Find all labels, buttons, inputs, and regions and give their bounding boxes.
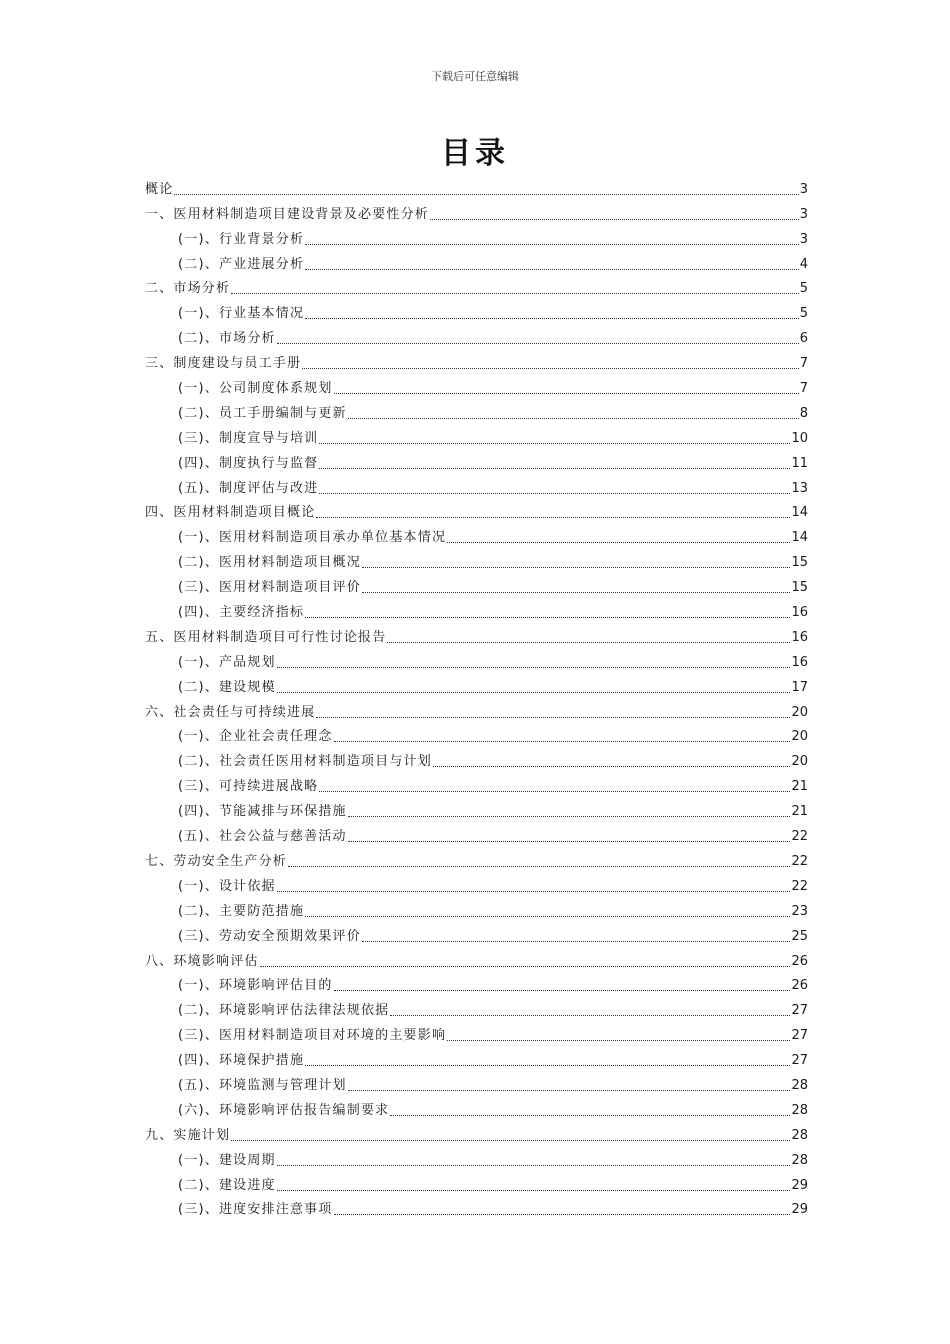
- toc-leader-dots: [334, 740, 791, 742]
- toc-entry-label: 五、医用材料制造项目可行性讨论报告: [145, 629, 387, 645]
- toc-leader-dots: [362, 940, 791, 942]
- toc-leader-dots: [362, 566, 791, 568]
- toc-entry-label: 九、实施计划: [145, 1127, 231, 1143]
- toc-entry[interactable]: [145, 995, 808, 1020]
- toc-entry-label: 一、医用材料制造项目建设背景及必要性分析: [145, 206, 430, 222]
- toc-leader-dots: [316, 516, 790, 518]
- header-note: 下载后可任意编辑: [431, 70, 519, 83]
- toc-entry[interactable]: [145, 1020, 808, 1045]
- toc-entry-label: (二)、主要防范措施: [178, 903, 305, 919]
- toc-entry-page: 3: [799, 231, 808, 247]
- toc-entry-label: (二)、产业进展分析: [178, 256, 305, 272]
- toc-leader-dots: [305, 268, 799, 270]
- toc-entry-label: (三)、医用材料制造项目对环境的主要影响: [178, 1028, 447, 1044]
- toc-entry-label: (一)、行业背景分析: [178, 231, 305, 247]
- toc-entry[interactable]: [145, 1195, 808, 1220]
- toc-entry[interactable]: [145, 249, 808, 274]
- toc-entry-label: 二、市场分析: [145, 281, 231, 297]
- toc-leader-dots: [277, 342, 799, 344]
- toc-leader-dots: [319, 790, 790, 792]
- toc-entry[interactable]: [145, 398, 808, 423]
- toc-entry-page: 8: [799, 405, 808, 421]
- toc-entry-page: 16: [791, 654, 808, 670]
- toc-leader-dots: [277, 890, 791, 892]
- toc-entry-page: 20: [791, 754, 808, 770]
- toc-leader-dots: [302, 367, 799, 369]
- toc-entry[interactable]: [145, 1170, 808, 1195]
- toc-entry[interactable]: [145, 199, 808, 224]
- toc-entry[interactable]: [145, 971, 808, 996]
- toc-entry-label: (一)、环境影响评估目的: [178, 978, 333, 994]
- toc-entry-page: 27: [791, 1053, 808, 1069]
- toc-leader-dots: [277, 691, 791, 693]
- toc-entry-label: (三)、进度安排注意事项: [178, 1202, 333, 1218]
- toc-leader-dots: [277, 666, 791, 668]
- toc-leader-dots: [447, 541, 790, 543]
- toc-leader-dots: [390, 1114, 790, 1116]
- toc-leader-dots: [362, 591, 791, 593]
- toc-entry[interactable]: [145, 896, 808, 921]
- toc-leader-dots: [231, 292, 799, 294]
- toc-entry-page: 7: [799, 356, 808, 372]
- toc-entry-label: (四)、制度执行与监督: [178, 455, 319, 471]
- toc-entry-label: (六)、环境影响评估报告编制要求: [178, 1102, 390, 1118]
- toc-entry-label: (三)、医用材料制造项目评价: [178, 580, 361, 596]
- toc-entry[interactable]: [145, 423, 808, 448]
- toc-entry-page: 23: [791, 903, 808, 919]
- toc-leader-dots: [305, 616, 790, 618]
- toc-leader-dots: [348, 815, 791, 817]
- toc-entry-label: (二)、医用材料制造项目概况: [178, 555, 361, 571]
- toc-entry[interactable]: [145, 174, 808, 199]
- toc-leader-dots: [316, 716, 790, 718]
- toc-entry-page: 29: [791, 1177, 808, 1193]
- toc-entry[interactable]: [145, 722, 808, 747]
- toc-entry-page: 4: [799, 256, 808, 272]
- toc-entry[interactable]: [145, 1095, 808, 1120]
- toc-entry-page: 5: [799, 306, 808, 322]
- toc-entry[interactable]: [145, 1120, 808, 1145]
- toc-leader-dots: [277, 1189, 791, 1191]
- toc-entry-label: (二)、环境影响评估法律法规依据: [178, 1003, 390, 1019]
- toc-entry-label: (一)、行业基本情况: [178, 306, 305, 322]
- toc-entry[interactable]: [145, 298, 808, 323]
- toc-entry-label: (三)、劳动安全预期效果评价: [178, 928, 361, 944]
- toc-entry[interactable]: [145, 771, 808, 796]
- toc-leader-dots: [334, 1213, 791, 1215]
- toc-entry[interactable]: [145, 946, 808, 971]
- toc-entry-page: 28: [791, 1102, 808, 1118]
- toc-entry-page: 3: [799, 206, 808, 222]
- toc-entry-page: 27: [791, 1028, 808, 1044]
- toc-entry[interactable]: [145, 522, 808, 547]
- toc-leader-dots: [319, 492, 790, 494]
- toc-entry-label: (四)、主要经济指标: [178, 605, 305, 621]
- toc-entry-page: 22: [791, 853, 808, 869]
- toc-entry-page: 3: [799, 181, 808, 197]
- toc-entry[interactable]: [145, 473, 808, 498]
- toc-entry-page: 28: [791, 1077, 808, 1093]
- toc-entry-page: 20: [791, 729, 808, 745]
- toc-entry-page: 26: [791, 978, 808, 994]
- toc-entry-page: 14: [791, 505, 808, 521]
- toc-entry-page: 6: [799, 331, 808, 347]
- toc-entry-page: 20: [791, 704, 808, 720]
- toc-leader-dots: [390, 1014, 790, 1016]
- toc-entry-page: 10: [791, 430, 808, 446]
- toc-entry[interactable]: [145, 373, 808, 398]
- toc-entry-label: (一)、医用材料制造项目承办单位基本情况: [178, 530, 447, 546]
- toc-leader-dots: [305, 243, 799, 245]
- toc-leader-dots: [447, 1039, 790, 1041]
- toc-entry-label: (一)、企业社会责任理念: [178, 729, 333, 745]
- toc-leader-dots: [387, 641, 790, 643]
- toc-entry-page: 16: [791, 629, 808, 645]
- toc-entry-page: 22: [791, 878, 808, 894]
- toc-entry-page: 7: [799, 381, 808, 397]
- toc-entry-label: (三)、制度宣导与培训: [178, 430, 319, 446]
- toc-title: 目录: [441, 136, 509, 171]
- toc-leader-dots: [288, 865, 790, 867]
- toc-entry-page: 15: [791, 580, 808, 596]
- toc-entry-label: 八、环境影响评估: [145, 953, 259, 969]
- toc-entry[interactable]: [145, 1145, 808, 1170]
- toc-entry-label: (一)、产品规划: [178, 654, 276, 670]
- toc-entry-page: 5: [799, 281, 808, 297]
- toc-entry[interactable]: [145, 697, 808, 722]
- toc-entry-label: (二)、建设进度: [178, 1177, 276, 1193]
- toc-entry[interactable]: [145, 647, 808, 672]
- toc-entry[interactable]: [145, 274, 808, 299]
- toc-entry-label: 六、社会责任与可持续进展: [145, 704, 316, 720]
- toc-entry-label: 四、医用材料制造项目概论: [145, 505, 316, 521]
- toc-leader-dots: [348, 417, 799, 419]
- toc-entry-label: (一)、设计依据: [178, 878, 276, 894]
- toc-entry-label: 概论: [145, 181, 174, 197]
- toc-entry-label: 三、制度建设与员工手册: [145, 356, 302, 372]
- toc-leader-dots: [334, 392, 799, 394]
- toc-entry-label: (四)、环境保护措施: [178, 1053, 305, 1069]
- toc-entry-label: (二)、建设规模: [178, 679, 276, 695]
- toc-entry-label: (二)、市场分析: [178, 331, 276, 347]
- toc-entry[interactable]: [145, 871, 808, 896]
- toc-leader-dots: [174, 193, 798, 195]
- toc-entry[interactable]: [145, 1045, 808, 1070]
- toc-leader-dots: [260, 965, 791, 967]
- toc-leader-dots: [305, 1064, 790, 1066]
- toc-entry-page: 14: [791, 530, 808, 546]
- toc-leader-dots: [277, 1164, 791, 1166]
- toc-entry[interactable]: [145, 1070, 808, 1095]
- toc-entry-page: 28: [791, 1127, 808, 1143]
- toc-leader-dots: [305, 317, 799, 319]
- toc-entry-page: 21: [791, 779, 808, 795]
- toc-entry-page: 22: [791, 829, 808, 845]
- toc-entry-page: 17: [791, 679, 808, 695]
- toc-entry[interactable]: [145, 572, 808, 597]
- toc-entry[interactable]: [145, 672, 808, 697]
- toc-leader-dots: [319, 467, 790, 469]
- toc-entry-page: 27: [791, 1003, 808, 1019]
- toc-entry-page: 16: [791, 605, 808, 621]
- toc-entry-label: (二)、社会责任医用材料制造项目与计划: [178, 754, 432, 770]
- toc-entry[interactable]: [145, 224, 808, 249]
- toc-entry-label: (三)、可持续进展战略: [178, 779, 319, 795]
- toc-entry-label: (四)、节能减排与环保措施: [178, 804, 347, 820]
- toc-entry-page: 25: [791, 928, 808, 944]
- toc-entry[interactable]: [145, 547, 808, 572]
- toc-leader-dots: [305, 915, 790, 917]
- toc-entry[interactable]: [145, 498, 808, 523]
- toc-leader-dots: [334, 989, 791, 991]
- toc-entry[interactable]: [145, 796, 808, 821]
- toc-leader-dots: [433, 765, 791, 767]
- toc-entry-page: 29: [791, 1202, 808, 1218]
- toc-entry[interactable]: [145, 821, 808, 846]
- toc-leader-dots: [319, 442, 790, 444]
- toc-list: [145, 174, 808, 1219]
- toc-entry-page: 26: [791, 953, 808, 969]
- toc-entry-label: (五)、社会公益与慈善活动: [178, 829, 347, 845]
- toc-entry-page: 21: [791, 804, 808, 820]
- toc-entry[interactable]: [145, 448, 808, 473]
- toc-entry[interactable]: [145, 597, 808, 622]
- toc-leader-dots: [348, 840, 791, 842]
- toc-entry-label: (一)、公司制度体系规划: [178, 381, 333, 397]
- toc-entry-label: (五)、制度评估与改进: [178, 480, 319, 496]
- toc-entry[interactable]: [145, 622, 808, 647]
- toc-entry-label: (二)、员工手册编制与更新: [178, 405, 347, 421]
- toc-leader-dots: [430, 218, 799, 220]
- toc-entry[interactable]: [145, 348, 808, 373]
- toc-entry-label: 七、劳动安全生产分析: [145, 853, 288, 869]
- toc-entry[interactable]: [145, 921, 808, 946]
- toc-entry[interactable]: [145, 323, 808, 348]
- toc-entry-label: (一)、建设周期: [178, 1152, 276, 1168]
- toc-leader-dots: [348, 1089, 791, 1091]
- toc-entry-page: 13: [791, 480, 808, 496]
- toc-entry[interactable]: [145, 746, 808, 771]
- toc-entry-page: 28: [791, 1152, 808, 1168]
- toc-leader-dots: [231, 1139, 790, 1141]
- toc-entry-label: (五)、环境监测与管理计划: [178, 1077, 347, 1093]
- toc-entry[interactable]: [145, 846, 808, 871]
- toc-entry-page: 15: [791, 555, 808, 571]
- toc-entry-page: 11: [791, 455, 808, 471]
